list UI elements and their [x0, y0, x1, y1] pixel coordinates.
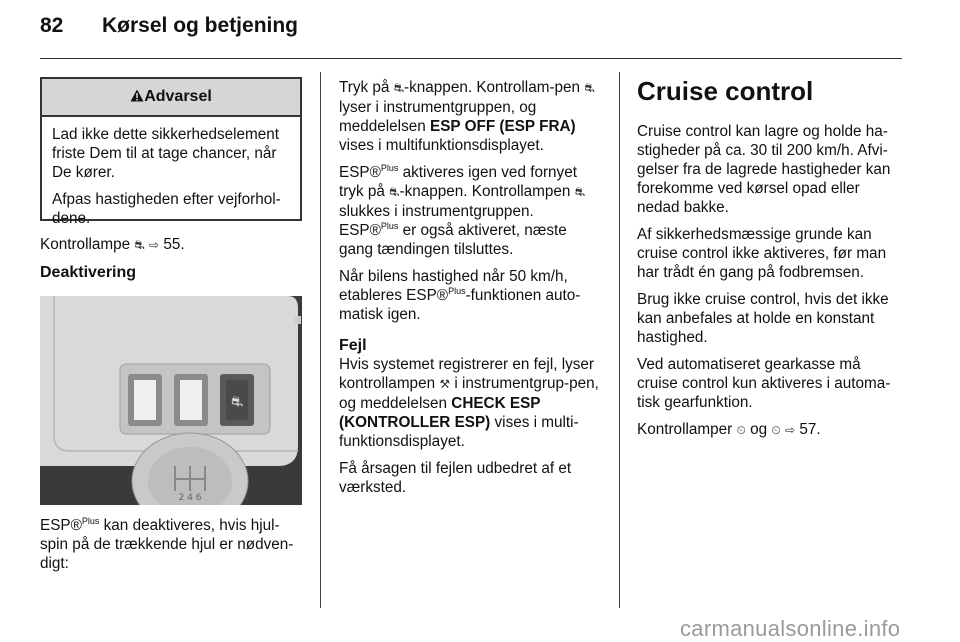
text: er også aktiveret, næste gang tændingen tilsluttes.: [339, 222, 567, 258]
esp-button-photo: [40, 296, 302, 505]
column-divider-2: [619, 72, 620, 608]
section-title-cruise-control: Cruise control: [637, 76, 814, 106]
text: lyser i instrumentgruppen, og meddelelsen: [339, 99, 537, 135]
warning-text-1: Lad ikke dette sikkerhedselement friste Dem til at tage chancer, når De kører.: [52, 126, 280, 181]
plus-superscript: Plus: [380, 220, 399, 231]
message-check-esp: CHECK ESP (KONTROLLER ESP): [339, 395, 541, 431]
esp-label: ESP®: [339, 222, 381, 239]
cruise-paragraph-3: Brug ikke cruise control, hvis det ikke kan anbefales at holde en konstant hastighed.: [637, 291, 889, 346]
plus-superscript: Plus: [380, 162, 399, 173]
text: -funktionen auto-matisk igen.: [339, 287, 581, 323]
text: Når bilens hastighed når 50 km/h, etableres ESP®: [339, 268, 568, 304]
esp-car-icon: ⛐: [389, 185, 400, 199]
plus-superscript: Plus: [81, 515, 100, 526]
column-2: [339, 78, 604, 505]
watermark: carmanualsonline.info: [680, 616, 901, 641]
page-title: Kørsel og betjening: [102, 14, 299, 37]
heading-fejl: Fejl: [339, 337, 367, 354]
heading-deaktivering: Deaktivering: [40, 264, 137, 281]
control-lamp-ref: [40, 235, 302, 255]
column-divider-1: [320, 72, 321, 608]
cruise-paragraph-5: [637, 420, 905, 440]
esp-deactivate-text: [40, 516, 305, 573]
page-ref-number: 57.: [799, 421, 821, 438]
cruise-control-icon: ⏲: [736, 423, 746, 437]
page-number: 82: [40, 14, 64, 37]
cruise-control-active-icon: ⏲: [771, 423, 781, 437]
text: Kontrollamper: [637, 421, 733, 438]
warning-header: [42, 79, 300, 117]
esp-label: ESP®: [339, 164, 381, 181]
column-3: [637, 122, 905, 448]
gear-numbers: 2 4 6: [178, 493, 202, 503]
page-ref-arrow-icon: ⇨: [149, 238, 160, 252]
text: i instrumentgrup-pen, og meddelelsen: [339, 375, 599, 412]
text: -knappen. Kontrollampen: [399, 183, 575, 200]
esp-car-icon: ⛐: [574, 185, 586, 199]
paragraph-esp-reactivate: [339, 163, 604, 259]
text: vises i multi-funktionsdisplayet.: [339, 414, 579, 450]
warning-title: Advarsel: [144, 88, 212, 105]
esp-car-icon: ⛐: [393, 81, 405, 95]
esp-label: ESP®: [40, 517, 82, 534]
paragraph-workshop: Få årsagen til fejlen udbedret af et værksted.: [339, 460, 572, 496]
page-ref-number: 55.: [163, 236, 185, 253]
header-rule: [40, 58, 902, 59]
warning-triangle-icon: [130, 89, 144, 102]
paragraph-fault: [339, 355, 604, 451]
warning-text-2: Afpas hastigheden efter vejforhol-dene.: [52, 191, 281, 227]
esp-car-icon: ⛐: [134, 238, 145, 252]
warning-box: [40, 77, 302, 227]
message-esp-off: ESP OFF (ESP FRA): [430, 118, 576, 135]
fault-lamp-icon: ⚒: [439, 377, 451, 391]
plus-superscript: Plus: [448, 285, 466, 296]
cruise-paragraph-1: Cruise control kan lagre og holde ha-stigheder på ca. 30 til 200 km/h. Afvi-gelser fra de lagrede hastigheder kan forekomme ved kørsel opad eller nedad bakke.: [637, 123, 891, 216]
text: Hvis systemet registrerer en fejl, lyser kontrollampen: [339, 356, 595, 392]
paragraph-speed: [339, 267, 604, 324]
page-ref-arrow-icon: ⇨: [785, 423, 796, 437]
text: -knappen. Kontrollam-pen: [404, 79, 585, 96]
text: slukkes i instrumentgruppen.: [339, 203, 534, 220]
paragraph-esp-off: [339, 78, 604, 155]
svg-text:⛐: ⛐: [230, 394, 244, 410]
cruise-paragraph-4: Ved automatiseret gearkasse må cruise control kun aktiveres i automa-tisk gearfunktion.: [637, 356, 891, 411]
esp-car-icon: ⛐: [584, 81, 595, 95]
text: aktiveres igen ved fornyet tryk på: [339, 164, 577, 200]
control-lamp-label: Kontrollampe: [40, 236, 131, 253]
text: og: [750, 421, 768, 438]
text: Tryk på: [339, 79, 394, 96]
esp-deactivate-body: kan deaktiveres, hvis hjul-spin på de trækkende hjul er nødven-digt:: [40, 517, 294, 572]
text: vises i multifunktionsdisplayet.: [339, 137, 544, 154]
cruise-paragraph-2: Af sikkerhedsmæssige grunde kan cruise control ikke aktiveres, før man har trådt én gang på fodbremsen.: [637, 226, 887, 281]
